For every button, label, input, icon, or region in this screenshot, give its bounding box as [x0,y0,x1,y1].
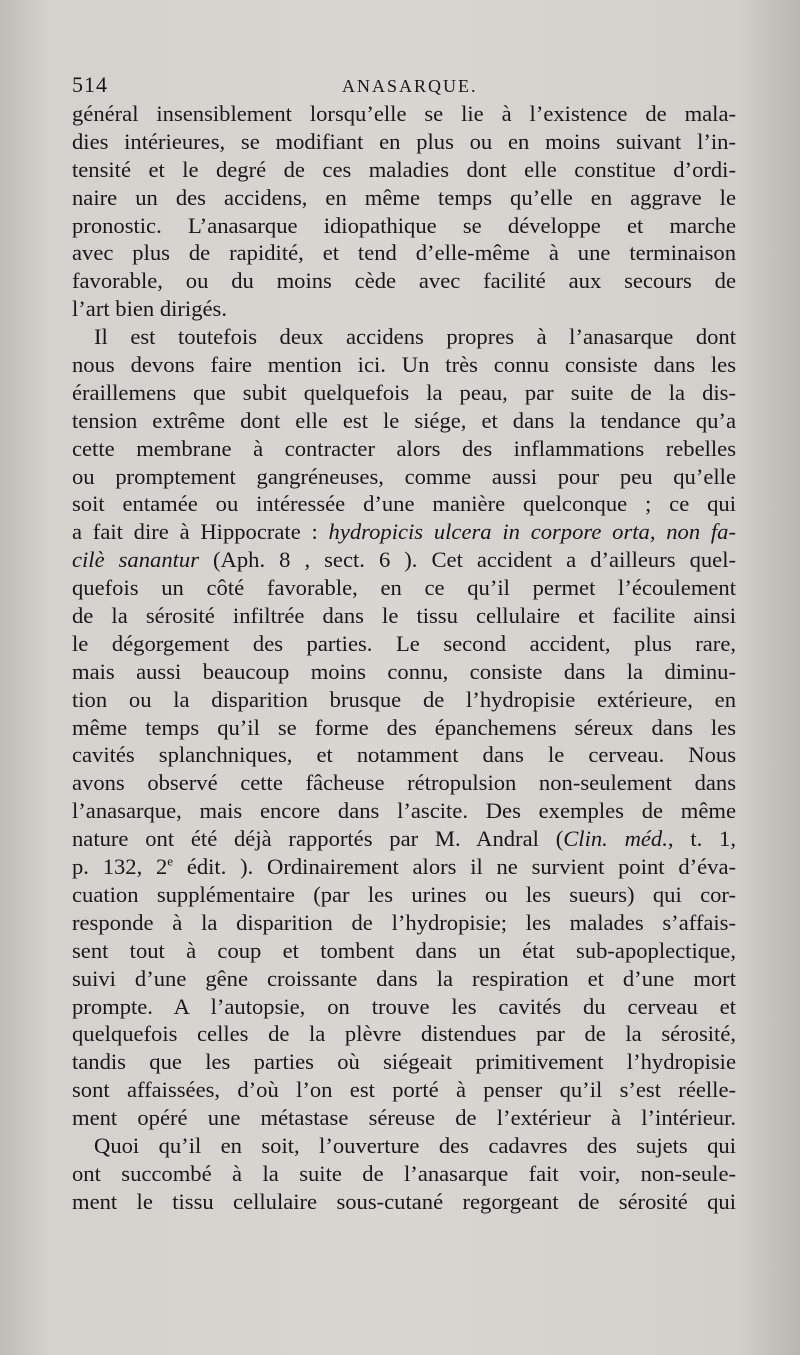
latin-quote: hydropicis ulcera in corpore orta, non fa- [328,519,736,545]
text-line: naire un des accidens, en même temps qu’elle en aggrave le [72,184,736,210]
text-line: sent tout à coup et tombent dans un état sub-apoplectique, [72,937,736,963]
text-line: sont affaissées, d’où l’on est porté à penser qu’il s’est réelle- [72,1077,736,1103]
text-line: prompte. A l’autopsie, on trouve les cavités du cerveau et [72,993,736,1019]
text-line: quelquefois celles de la plèvre distendues par de la sérosité, [72,1021,736,1047]
text-segment: nature ont été déjà rapportés par M. Andral ( [72,826,564,852]
text-line [72,825,736,853]
text-line: éraillemens que subit quelquefois la peau, par suite de la dis- [72,379,736,405]
paragraph-start-line: Quoi qu’il en soit, l’ouverture des cadavres des sujets qui [94,1132,736,1158]
text-line: ment le tissu cellulaire sous-cutané regorgeant de sérosité qui [72,1188,736,1214]
text-line: avons observé cette fâcheuse rétropulsion non-seulement dans [72,770,736,796]
citation-title: Clin. méd. [563,826,668,852]
text-line: même temps qu’il se forme des épanchemens séreux dans les [72,714,736,740]
text-line: général insensiblement lorsqu’elle se lie à l’existence de mala- [72,101,736,126]
text-segment: , t. 1, [667,826,736,852]
text-line: nous devons faire mention ici. Un très connu consiste dans les [72,352,736,378]
text-line: cuation supplémentaire (par les urines ou les sueurs) qui cor- [72,881,736,907]
text-line: cette membrane à contracter alors des inflammations rebelles [72,435,736,461]
text-line: tandis que les parties où siégeait primitivement l’hydropisie [72,1049,736,1075]
page-number: 514 [72,72,108,97]
page-header [72,72,736,102]
text-line: ment opéré une métastase séreuse de l’extérieur à l’intérieur. [72,1105,736,1131]
text-line: ou promptement gangréneuses, comme aussi pour peu qu’elle [72,463,736,489]
text-line: dies intérieures, se modifiant en plus ou en moins suivant l’in- [72,128,736,154]
text-line: de la sérosité infiltrée dans le tissu cellulaire et facilite ainsi [72,603,736,629]
text-line [72,546,736,574]
text-segment: édit. ). Ordinairement alors il ne survient point d’éva- [173,854,737,880]
text-line: l’art bien dirigés. [72,296,227,322]
text-line: suivi d’une gêne croissante dans la respiration et d’une mort [72,965,736,991]
text-line: tensité et le degré de ces maladies dont elle constitue d’ordi- [72,156,736,182]
text-line [72,853,736,881]
text-segment: p. 132, 2 [72,854,168,880]
running-head: ANASARQUE. [342,76,478,96]
superscript: e [167,853,174,869]
text-line: soit entamée ou intéressée d’une manière quelconque ; ce qui [72,491,736,517]
text-line: ont succombé à la suite de l’anasarque fait voir, non-seule- [72,1160,736,1186]
text-segment: a fait dire à Hippocrate : [72,519,329,545]
text-line [72,518,736,546]
text-line: tion ou la disparition brusque de l’hydropisie extérieure, en [72,686,736,712]
text-segment: (Aph. 8 , sect. 6 ). Cet accident a d’ailleurs quel- [199,547,736,573]
text-line: le dégorgement des parties. Le second accident, plus rare, [72,630,736,656]
text-line: quefois un côté favorable, en ce qu’il permet l’écoulement [72,575,736,601]
text-line: mais aussi beaucoup moins connu, consiste dans la diminu- [72,658,736,684]
text-line: pronostic. L’anasarque idiopathique se développe et marche [72,212,736,238]
paragraph-start-line: Il est toutefois deux accidens propres à l’anasarque dont [94,324,736,350]
text-line: tension extrême dont elle est le siége, et dans la tendance qu’a [72,407,736,433]
text-line: avec plus de rapidité, et tend d’elle-même à une terminaison [72,240,736,266]
text-line: favorable, ou du moins cède avec facilité aux secours de [72,268,736,294]
body-text [72,100,736,1216]
text-line: responde à la disparition de l’hydropisie; les malades s’affais- [72,909,736,935]
text-line: cavités splanchniques, et notamment dans le cerveau. Nous [72,742,736,768]
text-line: l’anasarque, mais encore dans l’ascite. Des exemples de même [72,798,736,824]
latin-quote: cilè sanantur [72,547,199,573]
